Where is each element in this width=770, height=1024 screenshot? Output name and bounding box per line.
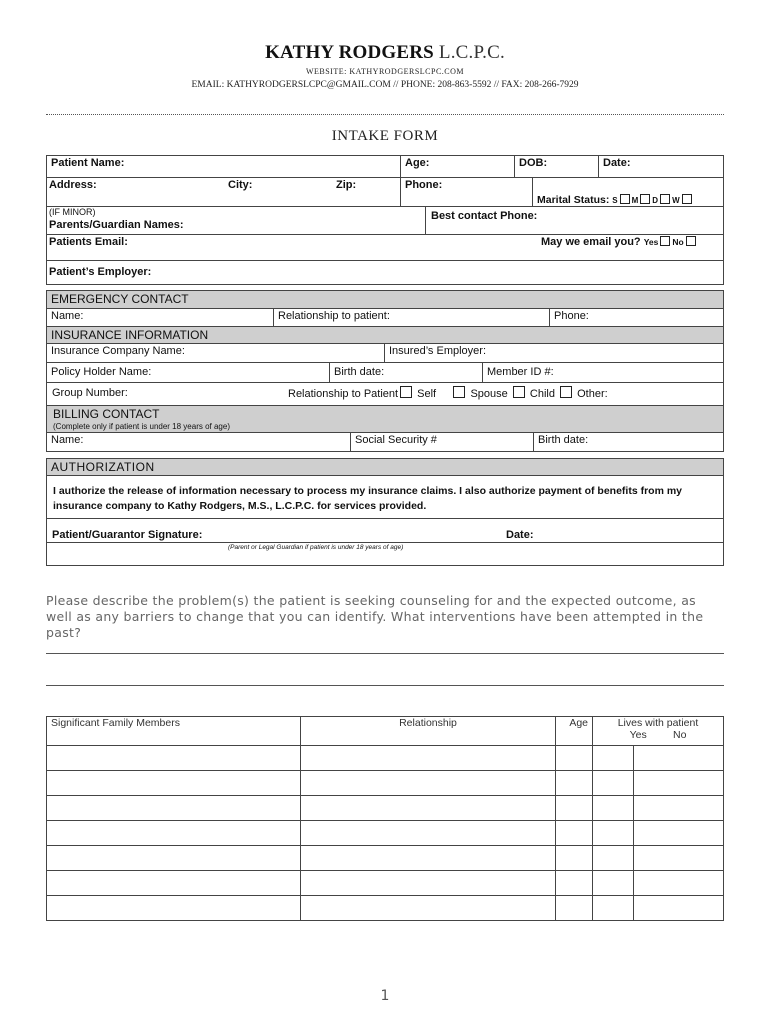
table-row [47,871,724,896]
table-row [47,846,724,871]
col-lives-header [593,717,724,746]
billing-name-label: Name: [51,434,84,446]
table-row [47,796,724,821]
best-contact-label: Best contact Phone: [431,210,538,222]
may-email-label: May we email you? [541,236,641,248]
address-label: Address: [49,179,97,191]
policy-holder-label: Policy Holder Name: [51,366,152,378]
lives-yes-cell[interactable] [593,746,634,771]
relationship-cell[interactable] [301,796,556,821]
phone-field[interactable] [400,177,533,207]
lives-yes-cell[interactable] [593,846,634,871]
self-checkbox[interactable] [400,386,412,398]
ssn-field[interactable] [350,432,534,452]
age-cell[interactable] [556,771,593,796]
spouse-label: Spouse [470,388,508,400]
email-yes-checkbox[interactable] [660,236,670,246]
marital-m: M [631,196,639,205]
age-cell[interactable] [556,896,593,921]
insurance-company-label: Insurance Company Name: [51,345,185,357]
lives-yes-cell[interactable] [593,896,634,921]
marital-d: D [652,196,659,205]
insurance-heading-text: INSURANCE INFORMATION [51,328,209,342]
lives-no-cell[interactable] [634,821,724,846]
marital-w: W [672,196,680,205]
lives-yes-cell[interactable] [593,821,634,846]
lives-no-cell[interactable] [634,846,724,871]
email-label: Patients Email: [49,236,128,248]
lives-no-cell[interactable] [634,796,724,821]
marital-s-checkbox[interactable] [620,194,630,204]
date-field[interactable] [598,155,724,178]
rel-label: Relationship to Patient [288,388,399,400]
age-cell[interactable] [556,821,593,846]
group-number-label: Group Number: [52,387,128,399]
city-label: City: [228,179,253,191]
other-checkbox[interactable] [560,386,572,398]
policy-holder-field[interactable] [46,362,330,383]
table-header-row [47,717,724,746]
insured-employer-field[interactable] [384,343,724,363]
relationship-cell[interactable] [301,846,556,871]
table-row [47,896,724,921]
holder-birth-field[interactable] [329,362,483,383]
marital-status [537,194,694,206]
patient-name-field[interactable] [46,155,401,178]
self-label: Self [417,388,437,400]
insurance-heading [46,326,724,344]
emergency-phone-label: Phone: [554,310,589,322]
member-cell[interactable] [47,871,301,896]
emergency-heading-text: EMERGENCY CONTACT [51,292,189,306]
email-no: No [672,237,684,247]
relationship-cell[interactable] [301,871,556,896]
marital-w-checkbox[interactable] [682,194,692,204]
col-yes-label: Yes [629,729,647,741]
emergency-relationship-label: Relationship to patient: [278,310,390,322]
age-field[interactable] [400,155,515,178]
problem-prompt: Please describe the problem(s) the patient is seeking counseling for and the expected outcome, as well as any barriers to change that you can identify. What interventions have been attempted in the past? [46,593,704,640]
lives-no-cell[interactable] [634,871,724,896]
child-label: Child [529,388,555,400]
lives-no-cell[interactable] [634,746,724,771]
lives-no-cell[interactable] [634,771,724,796]
billing-name-field[interactable] [46,432,351,452]
relationship-cell[interactable] [301,746,556,771]
marital-m-checkbox[interactable] [640,194,650,204]
billing-note: (Complete only if patient is under 18 years of age) [53,422,230,431]
lives-yes-cell[interactable] [593,796,634,821]
answer-line-2[interactable] [46,685,724,686]
other-label: Other: [577,388,608,400]
billing-birth-field[interactable] [533,432,724,452]
practice-website: WEBSITE: KATHYRODGERSLCPC.COM [305,67,465,76]
lives-no-cell[interactable] [634,896,724,921]
date-label: Date: [603,157,631,169]
relationship-cell[interactable] [301,821,556,846]
guardian-label: Parents/Guardian Names: [49,219,184,231]
billing-heading-text: BILLING CONTACT [53,407,160,421]
ssn-label: Social Security # [355,434,437,446]
emergency-name-field[interactable] [46,308,274,327]
age-cell[interactable] [556,871,593,896]
member-cell[interactable] [47,796,301,821]
answer-line-1[interactable] [46,653,724,654]
zip-label: Zip: [336,179,357,191]
employer-label: Patient’s Employer: [49,266,152,278]
member-cell[interactable] [47,846,301,871]
authorization-text: I authorize the release of information necessary to process my insurance claims. I also authorize payment of benefits from my insurance company to Kathy Rodgers, M.S., L.C.P.C. for services provided. [53,485,683,512]
member-cell[interactable] [47,896,301,921]
practice-contact: EMAIL: KATHYRODGERSLCPC@GMAIL.COM // PHONE: 208-863-5592 // FAX: 208-266-7929 [191,80,579,90]
patient-name-label: Patient Name: [51,157,125,169]
phone-label: Phone: [405,179,443,191]
dob-label: DOB: [519,157,548,169]
age-cell[interactable] [556,796,593,821]
col-no-label: No [672,729,687,741]
marital-label: Marital Status: [537,194,610,206]
insurance-company-field[interactable] [46,343,385,363]
relationship-cell[interactable] [301,771,556,796]
billing-birth-label: Birth date: [538,434,589,446]
age-cell[interactable] [556,846,593,871]
member-cell[interactable] [47,771,301,796]
child-checkbox[interactable] [513,386,525,398]
insured-employer-label: Insured’s Employer: [389,345,487,357]
col-relationship-label: Relationship [399,717,457,729]
dob-field[interactable] [514,155,599,178]
emergency-phone-field[interactable] [549,308,724,327]
relationship-cell[interactable] [301,896,556,921]
member-cell[interactable] [47,821,301,846]
member-cell[interactable] [47,746,301,771]
lives-yes-cell[interactable] [593,871,634,896]
emergency-name-label: Name: [51,310,84,322]
col-age-label: Age [569,717,588,729]
age-cell[interactable] [556,746,593,771]
age-label: Age: [405,157,430,169]
form-title: INTAKE FORM [331,128,439,144]
if-minor-note: (IF MINOR) [49,207,96,217]
relationship-to-patient [288,386,608,400]
table-row [47,821,724,846]
signature-note: (Parent or Legal Guardian if patient is under 18 years of age) [228,544,404,551]
authorization-heading [46,458,724,476]
practice-credentials: L.C.P.C. [438,42,505,63]
may-email [541,236,698,248]
signature-label: Patient/Guarantor Signature: [52,529,203,541]
emergency-heading [46,290,724,309]
col-members-header [47,717,301,746]
emergency-relationship-field[interactable] [273,308,550,327]
member-id-field[interactable] [482,362,724,383]
authorization-heading-text: AUTHORIZATION [51,460,155,474]
signature-divider [46,542,724,543]
email-yes: Yes [643,237,659,247]
family-members-table [46,716,724,921]
practice-name-text: KATHY RODGERS [265,42,434,63]
col-lives-label: Lives with patient [617,717,699,729]
spouse-checkbox[interactable] [453,386,465,398]
practice-name [0,42,770,64]
col-relationship-header [301,717,556,746]
table-row [47,771,724,796]
lives-yes-cell[interactable] [593,771,634,796]
marital-s: S [612,196,618,205]
family-table-body [47,746,724,921]
signature-date-label: Date: [506,529,534,541]
email-no-checkbox[interactable] [686,236,696,246]
marital-d-checkbox[interactable] [660,194,670,204]
member-id-label: Member ID #: [487,366,554,378]
holder-birth-label: Birth date: [334,366,385,378]
page-number: 1 [380,988,390,1004]
col-age-header [556,717,593,746]
table-row [47,746,724,771]
col-members-label: Significant Family Members [51,717,180,729]
header-divider [46,114,724,115]
